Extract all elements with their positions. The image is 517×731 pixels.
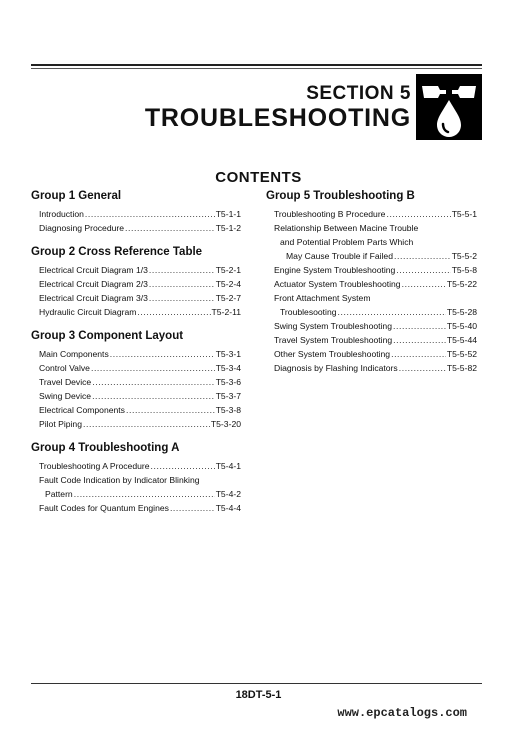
toc-entry[interactable]: Engine System Troubleshooting ..... T5-5-8 xyxy=(274,263,477,277)
group-5-heading: Group 5 Troubleshooting B xyxy=(266,190,415,202)
toc-entry[interactable]: Electrical Crcuit Diagram 3/3 ..... T5-2-7 xyxy=(39,291,241,305)
watermark-link[interactable]: www.epcatalogs.com xyxy=(337,706,467,720)
header-rule-thin xyxy=(31,68,482,69)
toc-entry[interactable]: Front Attachment System Troublesooting ..... T5-5-28 xyxy=(274,291,477,319)
toc-entry[interactable]: Diagnosis by Flashing Indicators ..... T5-5-82 xyxy=(274,361,477,375)
toc-entry[interactable]: Swing System Troubleshooting ..... T5-5-40 xyxy=(274,319,477,333)
footer-rule xyxy=(31,683,482,684)
toc-entry[interactable]: Troubleshooting A Procedure ..... T5-4-1 xyxy=(39,459,241,473)
toc-entry[interactable]: Hydraulic Circuit Diagram ..... T5-2-11 xyxy=(39,305,241,319)
toc-entry[interactable]: Diagnosing Procedure ..... T5-1-2 xyxy=(39,221,241,235)
section-label: SECTION 5 xyxy=(306,83,411,104)
section-title: TROUBLESHOOTING xyxy=(144,104,411,132)
toc-entry[interactable]: Introduction ..... T5-1-1 xyxy=(39,207,241,221)
toc-entry[interactable]: Relationship Between Macine Trouble and Potential Problem Parts Which May Cause Trouble if Failed ..... T5-5-2 xyxy=(274,221,477,263)
toc-entry[interactable]: Electrical Crcuit Diagram 1/3 ..... T5-2-1 xyxy=(39,263,241,277)
group-2-heading: Group 2 Cross Reference Table xyxy=(31,246,203,258)
toc-entry[interactable]: Swing Device ..... T5-3-7 xyxy=(39,389,241,403)
page-number: 18DT-5-1 xyxy=(235,689,282,701)
contents-title: CONTENTS xyxy=(215,169,302,186)
toc-entry[interactable]: Main Components ..... T5-3-1 xyxy=(39,347,241,361)
toc-entry[interactable]: Electrical Components ..... T5-3-8 xyxy=(39,403,241,417)
group-3-heading: Group 3 Component Layout xyxy=(31,330,184,342)
toc-entry[interactable]: Troubleshooting B Procedure ..... T5-5-1 xyxy=(274,207,477,221)
header-rule xyxy=(31,64,482,66)
troubleshooting-badge-icon xyxy=(416,74,482,140)
toc-entry[interactable]: Pilot Piping ..... T5-3-20 xyxy=(39,417,241,431)
toc-entry[interactable]: Travel Device ..... T5-3-6 xyxy=(39,375,241,389)
group-1-heading: Group 1 General xyxy=(31,190,122,202)
toc-entry[interactable]: Fault Codes for Quantum Engines ..... T5-4-4 xyxy=(39,501,241,515)
toc-right-column xyxy=(266,189,477,375)
toc-entry[interactable]: Actuator System Troubleshooting ..... T5-5-22 xyxy=(274,277,477,291)
toc-entry[interactable]: Travel System Troubleshooting ..... T5-5-44 xyxy=(274,333,477,347)
toc-left-column xyxy=(31,189,241,515)
group-4-heading: Group 4 Troubleshooting A xyxy=(31,442,180,454)
toc-entry[interactable]: Control Valve ..... T5-3-4 xyxy=(39,361,241,375)
toc-entry[interactable]: Other System Troubleshooting ..... T5-5-52 xyxy=(274,347,477,361)
toc-entry[interactable]: Electrical Crcuit Diagram 2/3 ..... T5-2-4 xyxy=(39,277,241,291)
toc-entry[interactable]: Fault Code Indication by Indicator Blinking Pattern ..... T5-4-2 xyxy=(39,473,241,501)
